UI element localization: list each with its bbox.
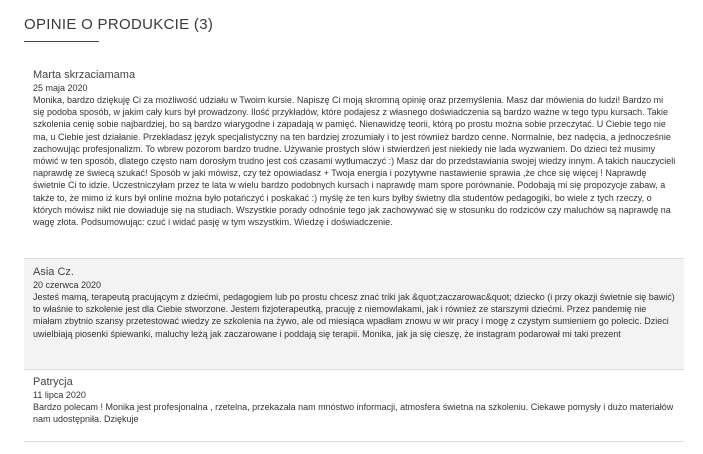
review-text: Monika, bardzo dziękuję Ci za możliwość udziału w Twoim kursie. Napiszę Ci moją skromną opinię oraz przemyślenia. Masz dar mówienia do ludzi! Bardzo mi się podoba sposób, w jakim cały kurs był prowadzony. Ilość przykładów, które podajesz z własnego doświadczenia są bardzo ważne w tego typu kursach. Takie szkolenia cenię sobie najbardziej, bo są bardzo wiarygodne i zapadają w pamięć. Nienawidzę teorii, którą po prostu można sobie przeczytać. U Ciebie tego nie ma, u Ciebie jest działanie. Przekładasz język specjalistyczny na ten bardziej zrozumiały i to jest również bardzo cenne. Normalnie, bez nadęcia, a jednocześnie zachowując profesjonalizm. To wbrew pozorom bardzo trudne. Używanie prostych słów i stwierdzeń jest niekiedy nie lada wyzwaniem. Do dzieci też musimy mówić w ten sposób, dlatego często nam dorosłym trudno jest coś czasami wytłumaczyć :) Masz dar do przedstawiania swojej wiedzy innym. A takich nauczycieli naprawdę ze świecą szukać! Sposób w jaki mówisz, czy też opowiadasz + Twoja energia i pozytywne nastawienie sprawia ,że chce się więcej ! Naprawdę świetnie Ci to idzie. Uczestniczyłam przez te lata w wielu bardzo podobnych kursach i naprawdę mam spore porównanie. Podobają mi się propozycje zabaw, a także to, że mimo iż kurs był online można było potańczyć i poskakać :) myślę że ten kurs byłby świetny dla studentów pedagogiki, bo wiele z tych rzeczy, o których mówisz nikt nie dowiaduje się na studiach. Wszystkie porady odnośnie tego jak zachowywać się w stosunku do rodziców czy maluchów są naprawdę na wagę złota. Podsumowując: czuć i widać pasję w tym wszystkim. Wiedzę i doświadczenie. xyxy=(33,95,676,228)
review-item xyxy=(24,60,684,259)
review-text: Jesteś mamą, terapeutą pracującym z dziećmi, pedagogiem lub po prostu chcesz znać triki jak &quot;zaczarowac&quot; dziecko (i przy okazji świetnie się bawić) to właśnie to szkolenie jest dla Ciebie stworzone. Jestem fizjoterapeutką, pracuję z niemowlakami, jak i również ze starszymi dziećmi. Przez pandemię nie miałam zbytnio szansy przetestować wiedzy ze szkolenia na żywo, ale od miesiąca wpadłam znowu w wir pracy i mogę z czystym sumieniem go polecic. Dzieci uwielbiają piosenki śpiewanki, maluchy leżą jak zaczarowane i poddają się terapii. Monika, jak ja się cieszę, że instagram podarował mi taki prezent xyxy=(33,292,675,339)
title-underline xyxy=(24,41,99,42)
section-title: OPINIE O PRODUKCIE (3) xyxy=(24,16,214,33)
review-date: 20 czerwca 2020 xyxy=(33,280,102,290)
review-date: 25 maja 2020 xyxy=(33,83,88,93)
review-date: 11 lipca 2020 xyxy=(33,390,86,400)
reviews-list xyxy=(24,60,684,442)
review-author: Marta skrzaciamama xyxy=(33,69,136,81)
review-text: Bardzo polecam ! Monika jest profesjonalna , rzetelna, przekazała nam mnóstwo informacji, atmosfera świetna na szkoleniu. Ciekawe pomysły i dużo materiałów nam udostępniła. Dziękuje xyxy=(33,402,674,425)
review-author: Patrycja xyxy=(33,376,73,388)
review-author: Asia Cz. xyxy=(33,266,74,278)
review-item xyxy=(24,259,684,370)
review-item xyxy=(24,370,684,442)
